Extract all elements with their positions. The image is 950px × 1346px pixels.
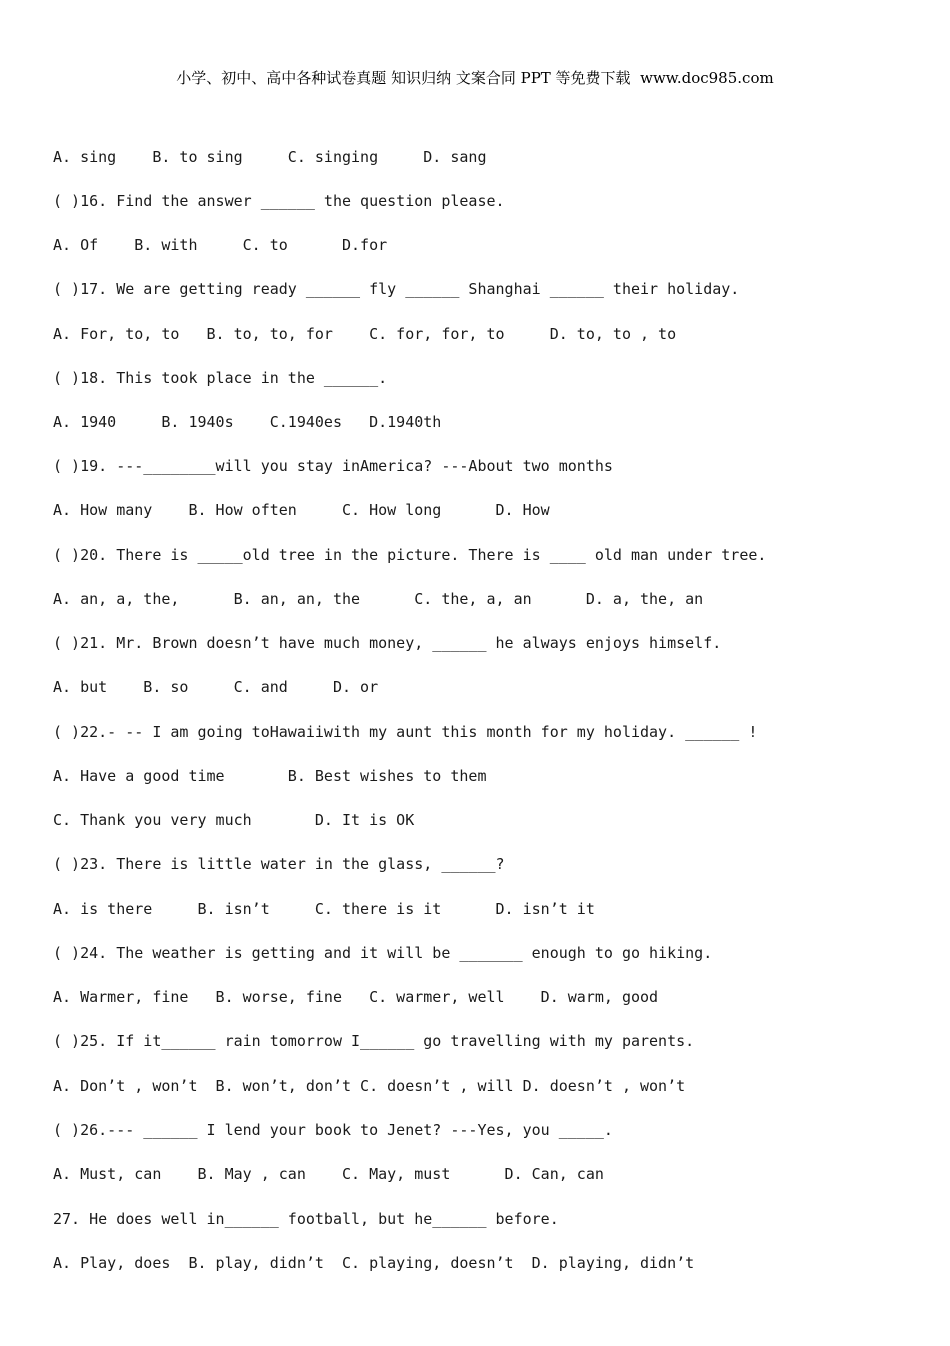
options-q20: A. an, a, the, B. an, an, the C. the, a, an D. a, the, an	[53, 590, 704, 608]
question-27: 27. He does well in______ football, but he______ before.	[53, 1210, 559, 1228]
options-q24: A. Warmer, fine B. worse, fine C. warmer, well D. warm, good	[53, 988, 659, 1006]
question-21: ( )21. Mr. Brown doesn’t have much money, ______ he always enjoys himself.	[53, 634, 722, 652]
options-q18: A. 1940 B. 1940s C.1940es D.1940th	[53, 413, 442, 431]
options-q16: A. Of B. with C. to D.for	[53, 236, 388, 254]
options-q22-row2: C. Thank you very much D. It is OK	[53, 811, 415, 829]
question-26: ( )26.--- ______ I lend your book to Jenet? ---Yes, you _____.	[53, 1121, 613, 1139]
question-18: ( )18. This took place in the ______.	[53, 369, 388, 387]
options-q15: A. sing B. to sing C. singing D. sang	[53, 148, 487, 166]
options-q26: A. Must, can B. May , can C. May, must D. Can, can	[53, 1165, 604, 1183]
question-24: ( )24. The weather is getting and it will be _______ enough to go hiking.	[53, 944, 713, 962]
options-q25: A. Don’t , won’t B. won’t, don’t C. doesn’t , will D. doesn’t , won’t	[53, 1077, 686, 1095]
question-19: ( )19. ---________will you stay inAmerica? ---About two months	[53, 457, 613, 475]
options-q19: A. How many B. How often C. How long D. How	[53, 501, 550, 519]
options-q23: A. is there B. isn’t C. there is it D. isn’t it	[53, 900, 595, 918]
options-q22-row1: A. Have a good time B. Best wishes to them	[53, 767, 487, 785]
question-20: ( )20. There is _____old tree in the picture. There is ____ old man under tree.	[53, 546, 767, 564]
page-header-banner: 小学、初中、高中各种试卷真题 知识归纳 文案合同 PPT 等免费下载 www.doc985.com	[176, 69, 774, 87]
options-q17: A. For, to, to B. to, to, for C. for, for, to D. to, to , to	[53, 325, 677, 343]
question-25: ( )25. If it______ rain tomorrow I______ go travelling with my parents.	[53, 1032, 695, 1050]
question-17: ( )17. We are getting ready ______ fly ______ Shanghai ______ their holiday.	[53, 280, 740, 298]
question-22: ( )22.- -- I am going toHawaiiwith my aunt this month for my holiday. ______ !	[53, 723, 758, 741]
options-q27: A. Play, does B. play, didn’t C. playing, doesn’t D. playing, didn’t	[53, 1254, 695, 1272]
question-16: ( )16. Find the answer ______ the question please.	[53, 192, 505, 210]
question-23: ( )23. There is little water in the glass, ______?	[53, 855, 505, 873]
options-q21: A. but B. so C. and D. or	[53, 678, 379, 696]
